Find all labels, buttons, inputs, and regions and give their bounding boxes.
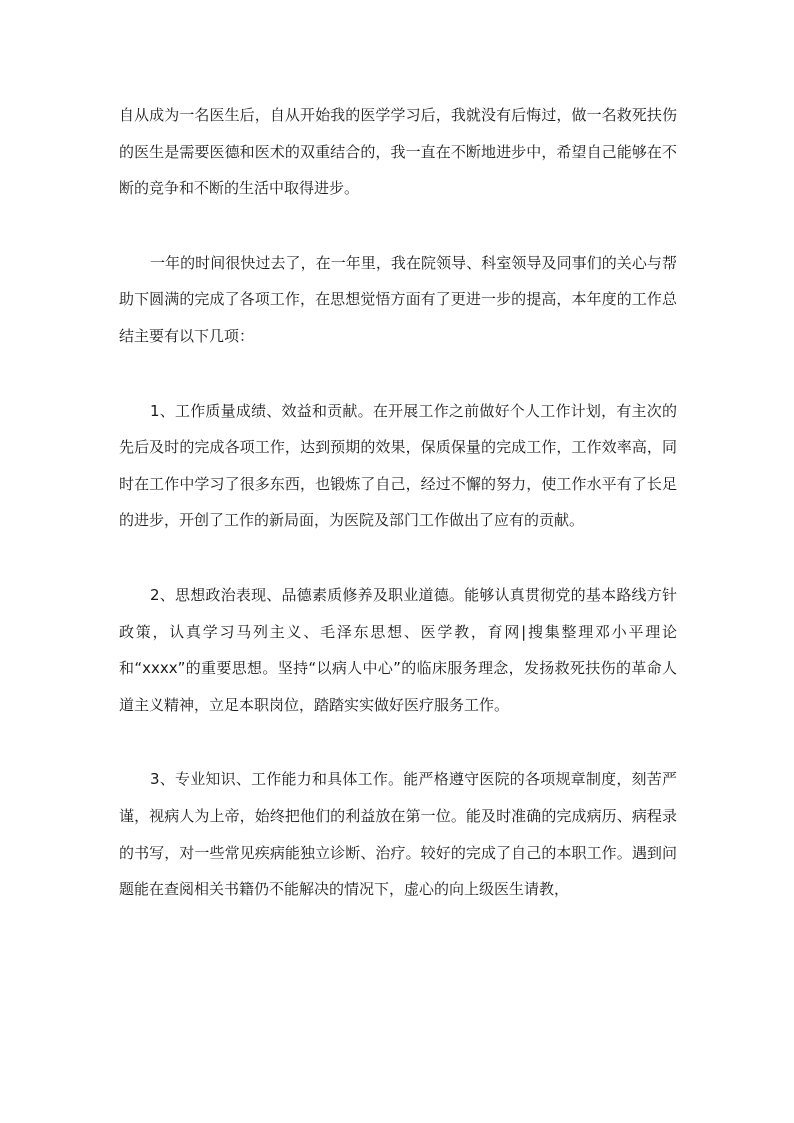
paragraph-item-1: 1、工作质量成绩、效益和贡献。在开展工作之前做好个人工作计划，有主次的先后及时的完成各项工作，达到预期的效果，保质保量的完成工作，工作效率高，同时在工作中学习了很多东西，也锻炼了自己，经过不懈的努力，使工作水平有了长足的进步，开创了工作的新局面，为医院及部门工作做出了应有的贡献。 [119,401,677,530]
paragraph-item-3: 3、专业知识、工作能力和具体工作。能严格遵守医院的各项规章制度，刻苦严谨，视病人为上帝，始终把他们的利益放在第一位。能及时准确的完成病历、病程录的书写，对一些常见疾病能独立诊断、治疗。较好的完成了自己的本职工作。遇到问题能在查阅相关书籍仍不能解决的情况下，虚心的向上级医生请教， [119,770,677,899]
paragraph-item-2: 2、思想政治表现、品德素质修养及职业道德。能够认真贯彻党的基本路线方针政策，认真学习马列主义、毛泽东思想、医学教，育网|搜集整理邓小平理论和“xxxx”的重要思想。坚持“以病人中心”的临床服务理念，发扬救死扶伤的革命人道主义精神，立足本职岗位，踏踏实实做好医疗服务工作。 [119,585,677,714]
paragraph-summary: 一年的时间很快过去了，在一年里，我在院领导、科室领导及同事们的关心与帮助下圆满的完成了各项工作，在思想觉悟方面有了更进一步的提高，本年度的工作总结主要有以下几项： [119,253,677,345]
paragraph-intro: 自从成为一名医生后，自从开始我的医学学习后，我就没有后悔过，做一名救死扶伤的医生是需要医德和医术的双重结合的，我一直在不断地进步中，希望自己能够在不断的竞争和不断的生活中取得进步。 [119,106,677,198]
document-body [119,97,677,946]
